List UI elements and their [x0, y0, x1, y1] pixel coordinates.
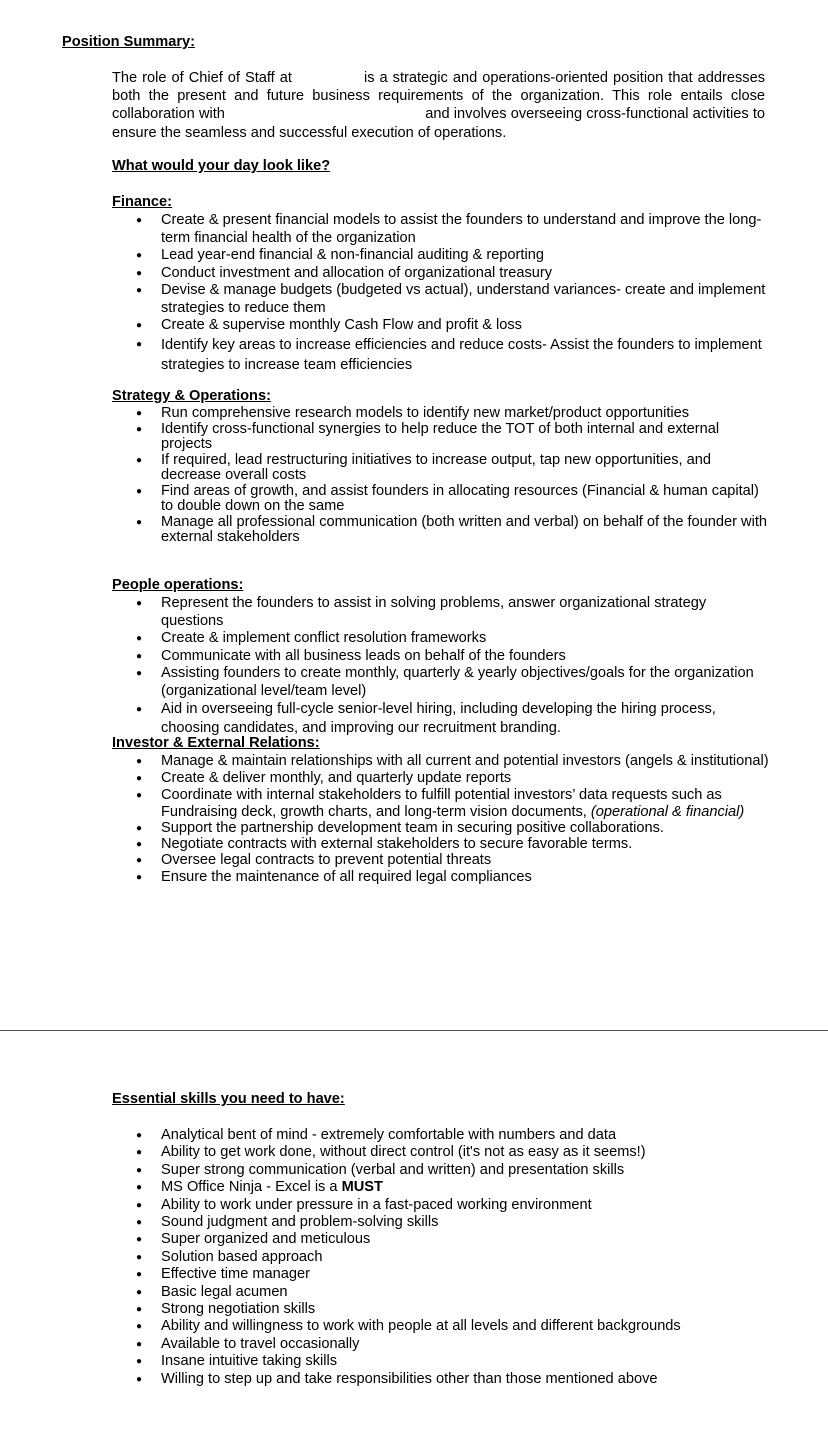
list-item	[112, 1179, 772, 1196]
strategy-list	[112, 406, 772, 546]
list-item: ● Aid in overseeing full-cycle senior-level hiring, including developing the hiring process, choosing candidates, and improving our recruitment branding.	[112, 700, 772, 738]
coordinate-text: Coordinate with internal stakeholders to fulfill potential investors’ data requests such as Fundraising deck, growth charts, and long-term vision documents,	[161, 787, 722, 820]
list-item: ● Run comprehensive research models to identify new market/product opportunities	[112, 406, 772, 422]
investor-heading-text: Investor & External Relations	[112, 735, 315, 751]
list-item: ● Lead year-end financial & non-financial auditing & reporting	[112, 247, 772, 265]
list-item: ● Create & deliver monthly, and quarterly update reports	[112, 770, 772, 787]
list-item: ● Assisting founders to create monthly, quarterly & yearly objectives/goals for the organization (organizational level/team level)	[112, 665, 772, 700]
list-item: ● Oversee legal contracts to prevent potential threats	[112, 852, 772, 869]
investor-list	[112, 753, 772, 886]
list-item: ● Create & implement conflict resolution frameworks	[112, 630, 772, 648]
skills-list	[112, 1127, 772, 1388]
list-item: ● Sound judgment and problem-solving skills	[112, 1214, 772, 1231]
intro-paragraph	[112, 69, 765, 142]
list-item: ● Available to travel occasionally	[112, 1336, 772, 1353]
finance-list	[112, 212, 772, 375]
list-item: ● Manage all professional communication (both written and verbal) on behalf of the founder with external stakeholders	[112, 515, 772, 546]
list-item: ● Represent the founders to assist in solving problems, answer organizational strategy questions	[112, 595, 772, 630]
list-item: ● Identify cross-functional synergies to help reduce the TOT of both internal and external projects	[112, 422, 772, 453]
intro-text-2: is a strategic and operations-oriented position that addresses both the present and future business requirements of the organization. This role entails close collaboration with	[112, 70, 765, 123]
list-item: ● Create & present financial models to assist the founders to understand and improve the long-term financial health of the organization	[112, 212, 772, 247]
redacted-company-name	[297, 70, 359, 82]
ms-office-bold: MUST	[341, 1179, 383, 1196]
skills-heading: Essential skills you need to have:	[112, 1091, 345, 1107]
list-item: ● Ability and willingness to work with people at all levels and different backgrounds	[112, 1318, 772, 1335]
investor-heading	[112, 735, 320, 751]
list-item: ● Create & supervise monthly Cash Flow and profit & loss	[112, 317, 772, 335]
list-item: ● Identify key areas to increase efficiencies and reduce costs- Assist the founders to implement strategies to increase team efficiencies	[112, 335, 772, 375]
day-heading: What would your day look like?	[112, 158, 331, 174]
finance-heading: Finance:	[112, 194, 173, 210]
coordinate-italic: (operational & financial)	[590, 804, 745, 820]
list-item: ● Devise & manage budgets (budgeted vs actual), understand variances- create and implement strategies to reduce them	[112, 282, 772, 317]
position-summary-heading: Position Summary:	[62, 34, 195, 50]
list-item: ● Ability to work under pressure in a fast-paced working environment	[112, 1197, 772, 1214]
list-item: ● Strong negotiation skills	[112, 1301, 772, 1318]
list-item: ● Willing to step up and take responsibilities other than those mentioned above	[112, 1371, 772, 1388]
list-item: ● Ensure the maintenance of all required legal compliances	[112, 869, 772, 886]
list-item: ● Support the partnership development team in securing positive collaborations.	[112, 821, 772, 837]
page-divider	[0, 1030, 828, 1031]
list-item: ● Effective time manager	[112, 1266, 772, 1283]
list-item: ● Analytical bent of mind - extremely comfortable with numbers and data	[112, 1127, 772, 1144]
list-item: ● Super organized and meticulous	[112, 1231, 772, 1248]
redacted-collaborator	[229, 106, 421, 118]
list-item: ● Negotiate contracts with external stakeholders to secure favorable terms.	[112, 837, 772, 853]
list-item: ● Communicate with all business leads on behalf of the founders	[112, 648, 772, 666]
list-item: ● Insane intuitive taking skills	[112, 1353, 772, 1370]
strategy-heading: Strategy & Operations:	[112, 388, 271, 404]
list-item: ● If required, lead restructuring initiatives to increase output, tap new opportunities, and decrease overall costs	[112, 453, 772, 484]
intro-text-3: and involves overseeing cross-functional activities to ensure the seamless and successful execution of operations.	[112, 106, 765, 141]
list-item: ● Find areas of growth, and assist founders in allocating resources (Financial & human capital) to double down on the same	[112, 484, 772, 515]
people-heading: People operations:	[112, 577, 244, 593]
intro-text-1: The role of Chief of Staff at	[112, 70, 292, 86]
list-item: ● Ability to get work done, without direct control (it's not as easy as it seems!)	[112, 1144, 772, 1161]
list-item: ● Solution based approach	[112, 1249, 772, 1266]
ms-office-text: MS Office Ninja - Excel is a	[161, 1179, 342, 1196]
list-item: ● Manage & maintain relationships with all current and potential investors (angels & institutional)	[112, 753, 772, 770]
list-item	[112, 787, 772, 821]
list-item: ● Basic legal acumen	[112, 1284, 772, 1301]
list-item: ● Super strong communication (verbal and written) and presentation skills	[112, 1162, 772, 1179]
investor-heading-colon: :	[314, 735, 320, 751]
people-list	[112, 595, 772, 738]
list-item: ● Conduct investment and allocation of organizational treasury	[112, 265, 772, 283]
